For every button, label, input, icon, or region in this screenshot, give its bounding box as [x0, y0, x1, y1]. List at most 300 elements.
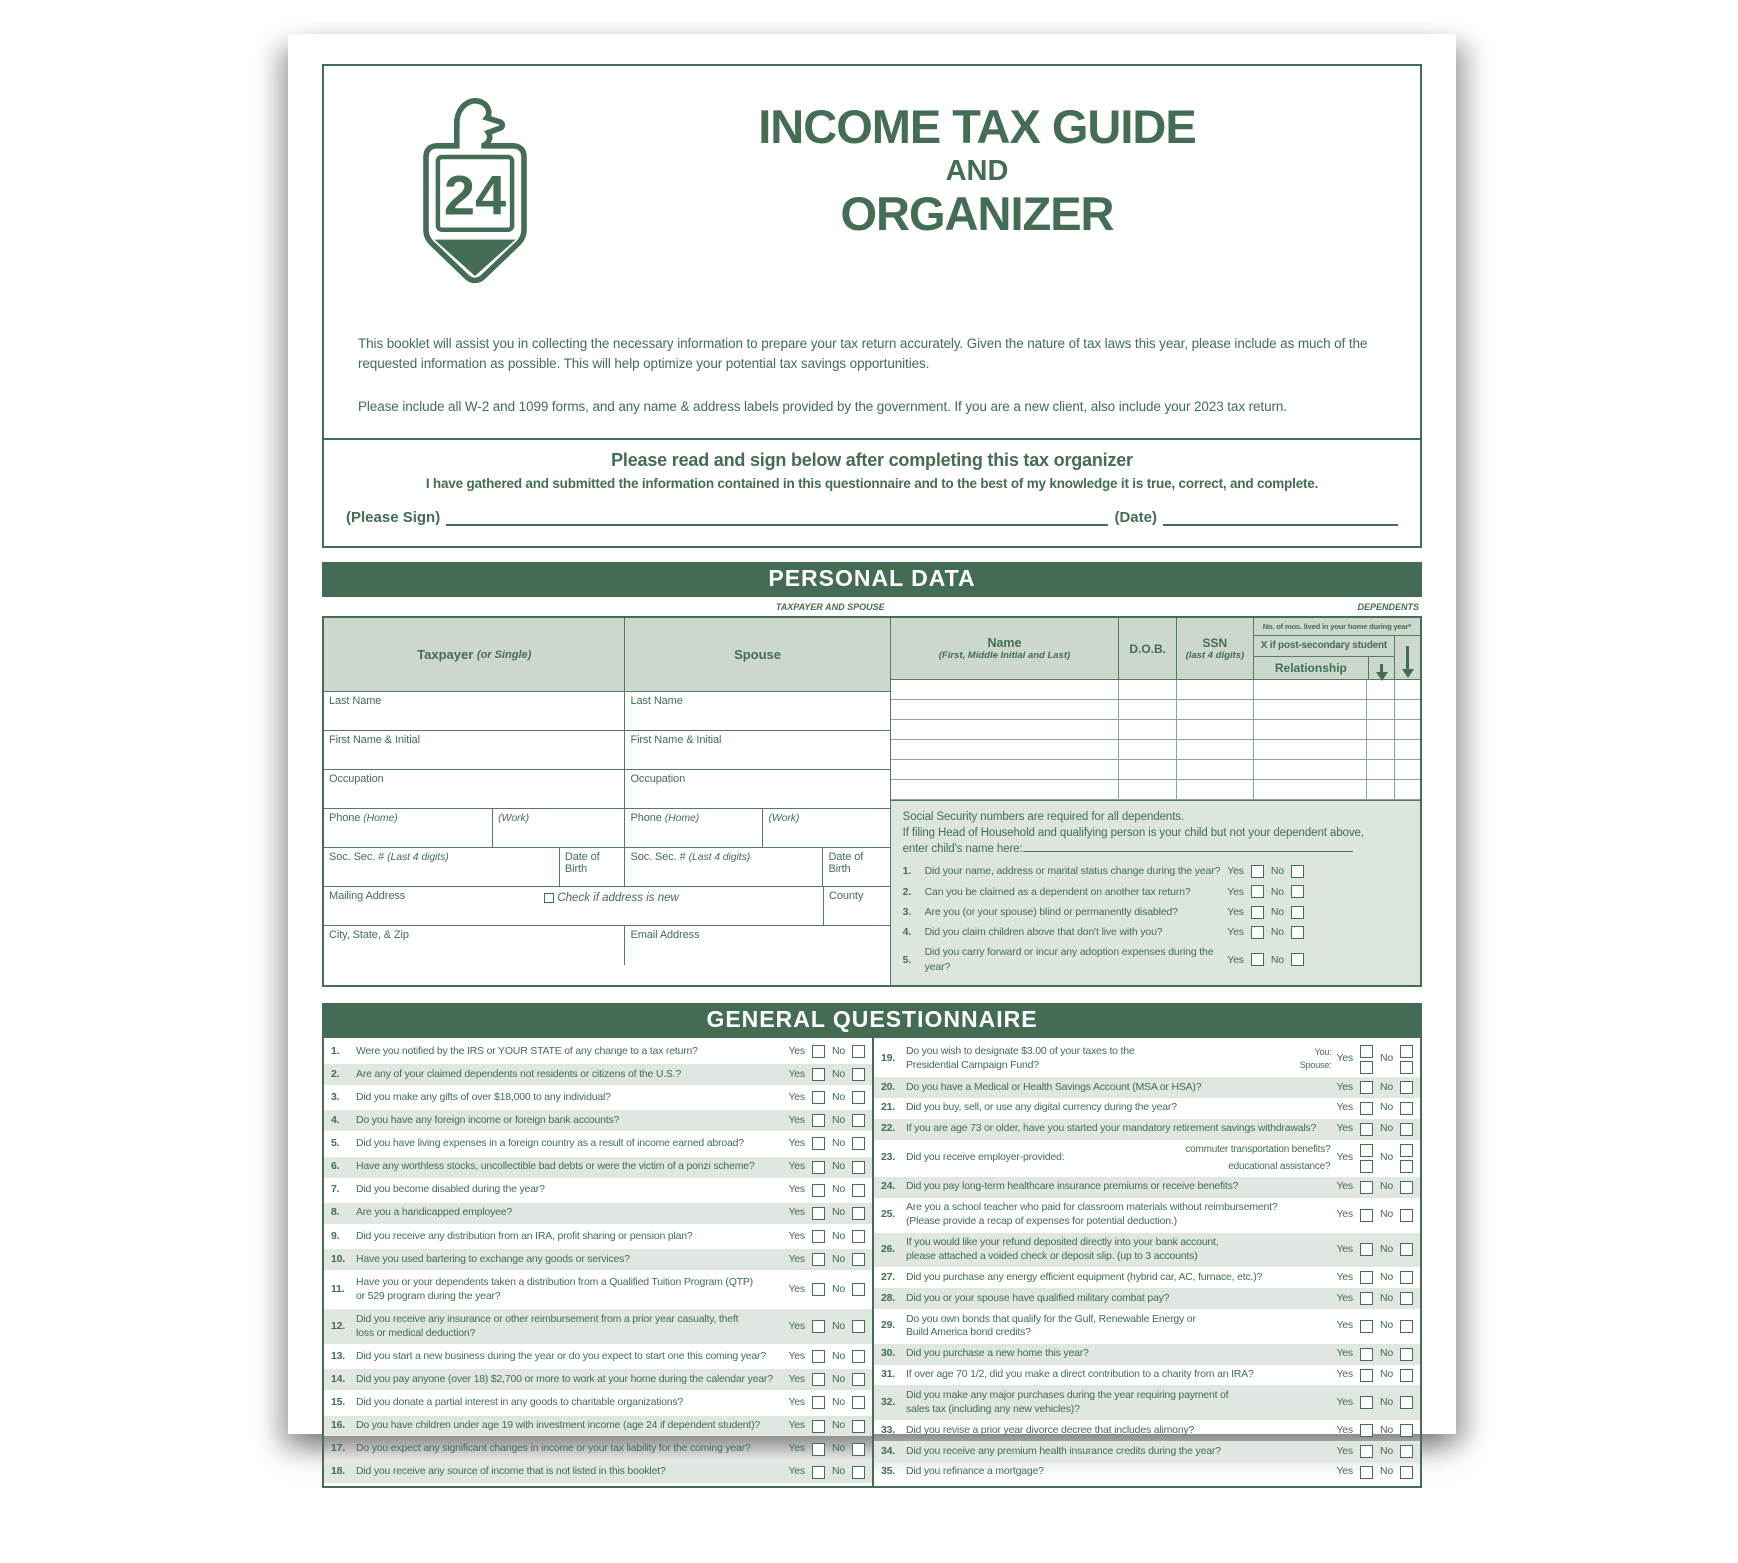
dependent-name-cell[interactable] — [891, 700, 1120, 719]
no-checkbox[interactable] — [852, 1253, 865, 1266]
yes-checkbox[interactable] — [1360, 1061, 1373, 1074]
question-text: Do you have children under age 19 with investment income (age 24 if dependent student)? — [356, 1419, 761, 1432]
no-checkbox[interactable] — [852, 1161, 865, 1174]
spouse-phone-work-field[interactable]: (Work) — [768, 812, 800, 825]
no-checkbox[interactable] — [852, 1091, 865, 1104]
no-label: No — [831, 1137, 845, 1150]
yes-checkbox[interactable] — [812, 1161, 825, 1174]
yes-checkbox[interactable] — [1360, 1045, 1373, 1058]
yes-checkbox[interactable] — [1360, 1160, 1373, 1173]
no-label: No — [1379, 1180, 1393, 1193]
yes-label: Yes — [788, 1067, 805, 1080]
no-checkbox[interactable] — [1400, 1271, 1413, 1284]
question-text: Did you make any gifts of over $18,000 to any individual? — [356, 1090, 611, 1103]
yes-no-group — [1336, 1396, 1413, 1410]
yes-checkbox[interactable] — [812, 1320, 825, 1333]
yes-checkbox[interactable] — [1360, 1369, 1373, 1382]
dependent-row — [891, 700, 1420, 720]
taxpayer-occupation-field[interactable]: Occupation — [324, 770, 625, 808]
no-checkbox[interactable] — [852, 1068, 865, 1081]
question-number: 23. — [881, 1151, 895, 1164]
yes-no-group — [788, 1465, 865, 1479]
dependent-dob-cell[interactable] — [1119, 760, 1177, 779]
yes-checkbox[interactable] — [1360, 1466, 1373, 1479]
no-checkbox[interactable] — [1400, 1081, 1413, 1094]
mailing-address-field[interactable]: Mailing Address Check if address is new — [324, 887, 824, 925]
intro-paragraph: This booklet will assist you in collecting the necessary information to prepare your tax return accurately. Given the nature of tax laws this year, please include as much of the requested information as possible. This will help optimize your potential tax savings opportunities. — [358, 336, 1368, 371]
yes-checkbox[interactable] — [1360, 1081, 1373, 1094]
no-label: No — [831, 1090, 845, 1103]
question-number: 31. — [881, 1368, 895, 1381]
yes-checkbox[interactable] — [1360, 1445, 1373, 1458]
dependent-student-cell[interactable] — [1367, 700, 1395, 719]
sub-questions: commuter transportation benefits? educational assistance? — [1185, 1144, 1331, 1173]
taxpayer-phone-work-field[interactable]: (Work) — [493, 809, 625, 847]
general-questionnaire-band: GENERAL QUESTIONNAIRE — [322, 1003, 1422, 1038]
yes-checkbox[interactable] — [1360, 1243, 1373, 1256]
dependent-months-cell[interactable] — [1395, 700, 1420, 719]
dependent-row — [891, 760, 1420, 780]
dependent-student-cell[interactable] — [1367, 740, 1395, 759]
taxpayer-ssn-field[interactable]: Soc. Sec. # (Last 4 digits) — [324, 848, 560, 886]
question-row-5 — [324, 1134, 872, 1155]
question-row-19 — [874, 1041, 1420, 1077]
no-checkbox[interactable] — [1400, 1144, 1413, 1157]
dependent-name-header: Name (First, Middle Initial and Last) — [891, 618, 1120, 679]
yes-checkbox[interactable] — [812, 1420, 825, 1433]
dependent-relationship-cell[interactable] — [1254, 680, 1367, 699]
county-field[interactable]: County — [829, 890, 864, 903]
question-row-33 — [874, 1420, 1420, 1441]
question-row-1 — [903, 864, 1410, 879]
spouse-phone-home-field[interactable]: Phone (Home) — [625, 809, 763, 847]
dependent-dob-cell[interactable] — [1119, 680, 1177, 699]
question-text: Did you receive any premium health insurance credits during the year? — [906, 1444, 1221, 1457]
question-number: 3. — [902, 905, 912, 918]
date-label: (Date) — [1114, 509, 1157, 527]
taxpayer-dob-field[interactable]: Date of Birth — [560, 848, 626, 886]
yes-checkbox[interactable] — [1251, 885, 1264, 898]
question-text: Did you refinance a mortgage? — [906, 1465, 1044, 1478]
question-number: 2. — [902, 885, 912, 898]
ssn-note-line2: If filing Head of Household and qualifying person is your child but not your dependent above, — [902, 827, 1364, 840]
yes-checkbox[interactable] — [812, 1230, 825, 1243]
no-checkbox[interactable] — [1400, 1320, 1413, 1333]
question-number: 5. — [902, 953, 912, 966]
taxpayer-first-name-field[interactable]: First Name & Initial — [324, 731, 625, 769]
no-label: No — [1379, 1444, 1393, 1457]
yes-no-group — [1336, 1319, 1413, 1333]
taxpayer-last-name-field[interactable]: Last Name — [324, 692, 625, 730]
no-checkbox[interactable] — [852, 1420, 865, 1433]
dependent-dob-cell[interactable] — [1119, 720, 1177, 739]
dependent-ssn-cell[interactable] — [1177, 780, 1254, 799]
yes-no-group — [788, 1442, 865, 1456]
yes-no-group — [788, 1137, 865, 1151]
no-checkbox[interactable] — [1400, 1369, 1413, 1382]
yes-label: Yes — [788, 1044, 805, 1057]
yes-no-group — [1227, 925, 1304, 940]
yes-label: Yes — [788, 1160, 805, 1173]
yes-checkbox[interactable] — [812, 1137, 825, 1150]
dependent-name-cell[interactable] — [891, 780, 1120, 799]
no-checkbox[interactable] — [1291, 865, 1304, 878]
dependent-ssn-cell[interactable] — [1177, 680, 1254, 699]
signature-line[interactable] — [446, 510, 1108, 526]
no-label: No — [1379, 1208, 1393, 1221]
dependent-row — [891, 720, 1420, 740]
yes-label: Yes — [788, 1229, 805, 1242]
yes-label: Yes — [788, 1183, 805, 1196]
question-row-5 — [903, 945, 1410, 974]
no-checkbox-column — [1400, 1045, 1413, 1074]
spouse-column-header: Spouse — [734, 647, 782, 663]
dependent-ssn-cell[interactable] — [1177, 720, 1254, 739]
no-label: No — [831, 1206, 845, 1219]
yes-checkbox[interactable] — [812, 1283, 825, 1296]
yes-checkbox[interactable] — [812, 1466, 825, 1479]
question-row-2 — [324, 1064, 872, 1085]
no-label: No — [1379, 1122, 1393, 1135]
dependents-block — [891, 618, 1420, 985]
question-row-9 — [324, 1226, 872, 1247]
personal-questions — [903, 864, 1410, 974]
question-text: Do you have any foreign income or foreign bank accounts? — [356, 1113, 620, 1126]
no-label: No — [1379, 1465, 1393, 1478]
question-number: 1. — [902, 865, 912, 878]
question-number: 5. — [331, 1137, 340, 1150]
no-checkbox[interactable] — [852, 1283, 865, 1296]
dependent-ssn-cell[interactable] — [1177, 740, 1254, 759]
question-text: Have you used bartering to exchange any goods or services? — [356, 1252, 630, 1265]
dependent-student-cell[interactable] — [1367, 720, 1395, 739]
dependent-months-cell[interactable] — [1395, 760, 1420, 779]
yes-no-group — [1336, 1292, 1413, 1306]
taxpayer-column-header: Taxpayer (or Single) — [324, 618, 625, 691]
dependents-note-box — [891, 800, 1420, 985]
no-checkbox[interactable] — [1400, 1348, 1413, 1361]
question-row-25 — [874, 1198, 1420, 1233]
general-questionnaire-section — [322, 1003, 1422, 1488]
yes-checkbox[interactable] — [812, 1045, 825, 1058]
yes-label: Yes — [1336, 1444, 1353, 1457]
no-checkbox[interactable] — [852, 1350, 865, 1363]
yes-checkbox[interactable] — [1251, 953, 1264, 966]
question-text: Can you be claimed as a dependent on another tax return? — [924, 885, 1191, 898]
no-checkbox[interactable] — [852, 1466, 865, 1479]
dependent-relationship-cell[interactable] — [1254, 760, 1367, 779]
question-text: Do you own bonds that qualify for the Gulf, Renewable Energy or Build America bond credits? — [906, 1312, 1196, 1339]
dependent-ssn-cell[interactable] — [1177, 760, 1254, 779]
no-checkbox[interactable] — [1400, 1061, 1413, 1074]
address-new-checkbox[interactable] — [544, 893, 554, 903]
yes-no-group — [1336, 1271, 1413, 1285]
yes-label: Yes — [1336, 1180, 1353, 1193]
yes-no-group — [1227, 953, 1304, 968]
header-box — [322, 64, 1422, 548]
no-checkbox[interactable] — [1400, 1160, 1413, 1173]
question-row-7 — [324, 1180, 872, 1201]
yes-checkbox[interactable] — [812, 1184, 825, 1197]
yes-no-group — [788, 1183, 865, 1197]
no-checkbox[interactable] — [1400, 1045, 1413, 1058]
yes-checkbox[interactable] — [812, 1443, 825, 1456]
yes-label: Yes — [788, 1442, 805, 1455]
yes-checkbox[interactable] — [812, 1207, 825, 1220]
yes-checkbox[interactable] — [1360, 1320, 1373, 1333]
no-checkbox[interactable] — [1400, 1243, 1413, 1256]
no-checkbox[interactable] — [852, 1373, 865, 1386]
no-checkbox[interactable] — [852, 1320, 865, 1333]
no-label: No — [831, 1372, 845, 1385]
question-number: 9. — [331, 1229, 340, 1242]
email-address-field[interactable]: Email Address — [630, 929, 700, 942]
dependent-name-cell[interactable] — [891, 740, 1120, 759]
yes-checkbox[interactable] — [812, 1114, 825, 1127]
child-name-line[interactable] — [1023, 841, 1353, 852]
dependent-student-cell[interactable] — [1367, 680, 1395, 699]
no-checkbox[interactable] — [852, 1184, 865, 1197]
yes-checkbox[interactable] — [1360, 1181, 1373, 1194]
dependent-months-cell[interactable] — [1395, 680, 1420, 699]
yes-checkbox[interactable] — [1251, 865, 1264, 878]
no-label: No — [1379, 1080, 1393, 1093]
title-line-3: ORGANIZER — [840, 187, 1114, 240]
yes-no-group — [788, 1373, 865, 1387]
yes-checkbox[interactable] — [1251, 926, 1264, 939]
question-number: 22. — [881, 1122, 895, 1135]
no-checkbox[interactable] — [1400, 1396, 1413, 1409]
yes-checkbox[interactable] — [1360, 1292, 1373, 1305]
question-row-13 — [324, 1346, 872, 1367]
yes-checkbox[interactable] — [1360, 1123, 1373, 1136]
question-row-8 — [324, 1203, 872, 1224]
no-checkbox[interactable] — [852, 1396, 865, 1409]
question-number: 18. — [331, 1465, 345, 1478]
yes-label: Yes — [1336, 1101, 1353, 1114]
question-row-32 — [874, 1385, 1420, 1420]
title-line-2: AND — [945, 154, 1009, 187]
yes-checkbox[interactable] — [812, 1091, 825, 1104]
question-text: Did your name, address or marital status change during the year? — [924, 865, 1221, 878]
no-checkbox[interactable] — [1400, 1466, 1413, 1479]
no-checkbox[interactable] — [1400, 1292, 1413, 1305]
yes-label: Yes — [788, 1396, 805, 1408]
yes-checkbox[interactable] — [1360, 1271, 1373, 1284]
spouse-dob-field[interactable]: Date of Birth — [828, 851, 864, 876]
no-checkbox[interactable] — [1291, 953, 1304, 966]
yes-no-group — [1336, 1180, 1413, 1194]
no-checkbox[interactable] — [1400, 1209, 1413, 1222]
yes-checkbox[interactable] — [1360, 1348, 1373, 1361]
questionnaire-left-column — [324, 1038, 872, 1486]
no-label: No — [1379, 1319, 1393, 1332]
yes-label: Yes — [1227, 953, 1244, 966]
no-checkbox[interactable] — [852, 1045, 865, 1058]
no-checkbox[interactable] — [1400, 1445, 1413, 1458]
yes-checkbox[interactable] — [812, 1253, 825, 1266]
yes-checkbox[interactable] — [1251, 906, 1264, 919]
city-state-zip-field[interactable]: City, State, & Zip — [324, 926, 625, 965]
no-checkbox[interactable] — [1400, 1424, 1413, 1437]
no-label: No — [1270, 953, 1284, 966]
yes-checkbox-column — [1360, 1045, 1373, 1074]
question-text: Are any of your claimed dependents not residents or citizens of the U.S.? — [356, 1067, 682, 1080]
yes-checkbox[interactable] — [1360, 1102, 1373, 1115]
questionnaire-right-column — [872, 1038, 1420, 1486]
dependent-months-cell[interactable] — [1395, 720, 1420, 739]
personal-data-band: PERSONAL DATA — [322, 562, 1422, 597]
spouse-ssn-field[interactable]: Soc. Sec. # (Last 4 digits) — [625, 848, 823, 886]
yes-checkbox[interactable] — [1360, 1144, 1373, 1157]
no-checkbox-column — [1400, 1144, 1413, 1173]
spouse-first-name-field[interactable]: First Name & Initial — [630, 734, 722, 747]
yes-checkbox[interactable] — [1360, 1424, 1373, 1437]
taxpayer-phone-home-field[interactable]: Phone (Home) — [324, 809, 493, 847]
yes-checkbox[interactable] — [812, 1350, 825, 1363]
dependent-months-cell[interactable] — [1395, 780, 1420, 799]
dependent-dob-cell[interactable] — [1119, 700, 1177, 719]
sign-heading: Please read and sign below after completing this tax organizer — [611, 450, 1133, 471]
dependent-row — [891, 780, 1420, 800]
yes-checkbox[interactable] — [812, 1396, 825, 1409]
post-secondary-student-header: X if post-secondary student — [1254, 636, 1394, 657]
yes-checkbox[interactable] — [812, 1373, 825, 1386]
yes-no-group — [1227, 905, 1304, 920]
yes-label: Yes — [788, 1252, 805, 1265]
no-checkbox[interactable] — [1400, 1181, 1413, 1194]
yes-checkbox[interactable] — [812, 1068, 825, 1081]
yes-checkbox[interactable] — [1360, 1209, 1373, 1222]
question-text: Did you revise a prior year divorce decree that includes alimony? — [906, 1423, 1195, 1436]
yes-label: Yes — [1336, 1080, 1353, 1093]
dependent-student-cell[interactable] — [1367, 760, 1395, 779]
question-row-4 — [903, 925, 1410, 940]
question-text: Have any worthless stocks, uncollectible bad debts or were the victim of a ponzi scheme? — [356, 1160, 755, 1173]
question-text: Were you notified by the IRS or YOUR STATE of any change to a tax return? — [356, 1044, 698, 1057]
yes-label: Yes — [1336, 1347, 1353, 1360]
no-label: No — [1379, 1395, 1393, 1408]
no-label: No — [831, 1229, 845, 1242]
question-text: If you would like your refund deposited directly into your bank account, please attached a voided check or deposit slip. (up to 3 accounts) — [906, 1236, 1219, 1262]
question-text: Did you have living expenses in a foreign country as a result of income earned abroad? — [356, 1137, 744, 1150]
yes-no-group — [1336, 1101, 1413, 1115]
down-arrow-icon — [1380, 664, 1383, 673]
dependent-ssn-cell[interactable] — [1177, 700, 1254, 719]
no-checkbox[interactable] — [852, 1207, 865, 1220]
yes-checkbox[interactable] — [1360, 1396, 1373, 1409]
question-number: 25. — [881, 1208, 895, 1221]
question-text: Did you receive any distribution from an IRA, profit sharing or pension plan? — [356, 1229, 693, 1242]
no-checkbox[interactable] — [1400, 1123, 1413, 1136]
no-label: No — [1379, 1101, 1393, 1114]
yes-label: Yes — [1336, 1395, 1353, 1408]
no-checkbox[interactable] — [1291, 885, 1304, 898]
question-number: 27. — [881, 1270, 895, 1283]
no-label: No — [1270, 925, 1284, 938]
dependent-dob-cell[interactable] — [1119, 740, 1177, 759]
yes-no-group — [1336, 1465, 1413, 1479]
dependent-student-cell[interactable] — [1367, 780, 1395, 799]
question-number: 2. — [331, 1067, 340, 1080]
question-row-24 — [874, 1177, 1420, 1198]
yes-label: Yes — [1336, 1122, 1353, 1135]
question-number: 11. — [331, 1282, 345, 1295]
question-number: 12. — [331, 1319, 345, 1332]
question-text: Did you donate a partial interest in any goods to charitable organizations? — [356, 1396, 684, 1408]
no-label: No — [831, 1252, 845, 1265]
question-row-6 — [324, 1157, 872, 1178]
question-row-16 — [324, 1416, 872, 1437]
document-title — [600, 88, 1394, 240]
yes-no-group — [1227, 885, 1304, 900]
no-checkbox[interactable] — [1291, 926, 1304, 939]
question-text: Did you receive employer-provided: — [906, 1151, 1065, 1164]
dependent-relationship-cell[interactable] — [1254, 780, 1367, 799]
question-text: Did you or your spouse have qualified military combat pay? — [906, 1291, 1170, 1304]
yes-no-group — [788, 1350, 865, 1364]
no-checkbox[interactable] — [852, 1230, 865, 1243]
yes-label: Yes — [1227, 885, 1244, 898]
dependent-dob-cell[interactable] — [1119, 780, 1177, 799]
no-checkbox[interactable] — [1400, 1102, 1413, 1115]
yes-no-group — [1336, 1243, 1413, 1257]
yes-no-group — [788, 1253, 865, 1267]
yes-no-group — [788, 1283, 865, 1297]
question-row-26 — [874, 1233, 1420, 1268]
dependent-rows — [891, 680, 1420, 800]
yes-label: Yes — [788, 1090, 805, 1103]
question-number: 21. — [881, 1101, 895, 1114]
spouse-occupation-field[interactable]: Occupation — [630, 773, 686, 786]
question-row-23 — [874, 1140, 1420, 1177]
logo-year-text: 24 — [443, 163, 507, 227]
ssn-note-line1: Social Security numbers are required for all dependents. — [902, 811, 1185, 824]
no-checkbox[interactable] — [852, 1443, 865, 1456]
question-row-14 — [324, 1369, 872, 1390]
yes-label: Yes — [788, 1419, 805, 1432]
dependent-relationship-cell[interactable] — [1254, 720, 1367, 739]
dependent-relationship-cell[interactable] — [1254, 740, 1367, 759]
dependent-months-cell[interactable] — [1395, 740, 1420, 759]
question-row-28 — [874, 1288, 1420, 1309]
question-text: Do you expect any significant changes in income or your tax liability for the coming year? — [356, 1442, 751, 1455]
no-label: No — [831, 1160, 845, 1173]
no-label: No — [1379, 1151, 1393, 1164]
question-number: 14. — [331, 1372, 345, 1385]
personal-data-section — [322, 562, 1422, 987]
dependent-name-cell[interactable] — [891, 760, 1120, 779]
question-row-22 — [874, 1119, 1420, 1140]
yes-no-group — [1227, 864, 1304, 879]
no-checkbox[interactable] — [852, 1114, 865, 1127]
no-checkbox[interactable] — [1291, 906, 1304, 919]
yes-label: Yes — [1227, 865, 1244, 878]
question-number: 35. — [881, 1465, 895, 1478]
date-line[interactable] — [1163, 510, 1398, 526]
question-text: Have you or your dependents taken a distribution from a Qualified Tuition Program (QTP) or 529 program during the year? — [356, 1275, 753, 1302]
dependent-name-cell[interactable] — [891, 720, 1120, 739]
question-row-18 — [324, 1462, 872, 1483]
yes-no-group — [1336, 1347, 1413, 1361]
question-text: Are you a handicapped employee? — [356, 1206, 513, 1219]
dependent-name-cell[interactable] — [891, 680, 1120, 699]
spouse-last-name-field[interactable]: Last Name — [630, 695, 683, 708]
no-checkbox[interactable] — [852, 1137, 865, 1150]
no-label: No — [1379, 1270, 1393, 1283]
yes-label: Yes — [1336, 1465, 1353, 1478]
dependent-relationship-cell[interactable] — [1254, 700, 1367, 719]
